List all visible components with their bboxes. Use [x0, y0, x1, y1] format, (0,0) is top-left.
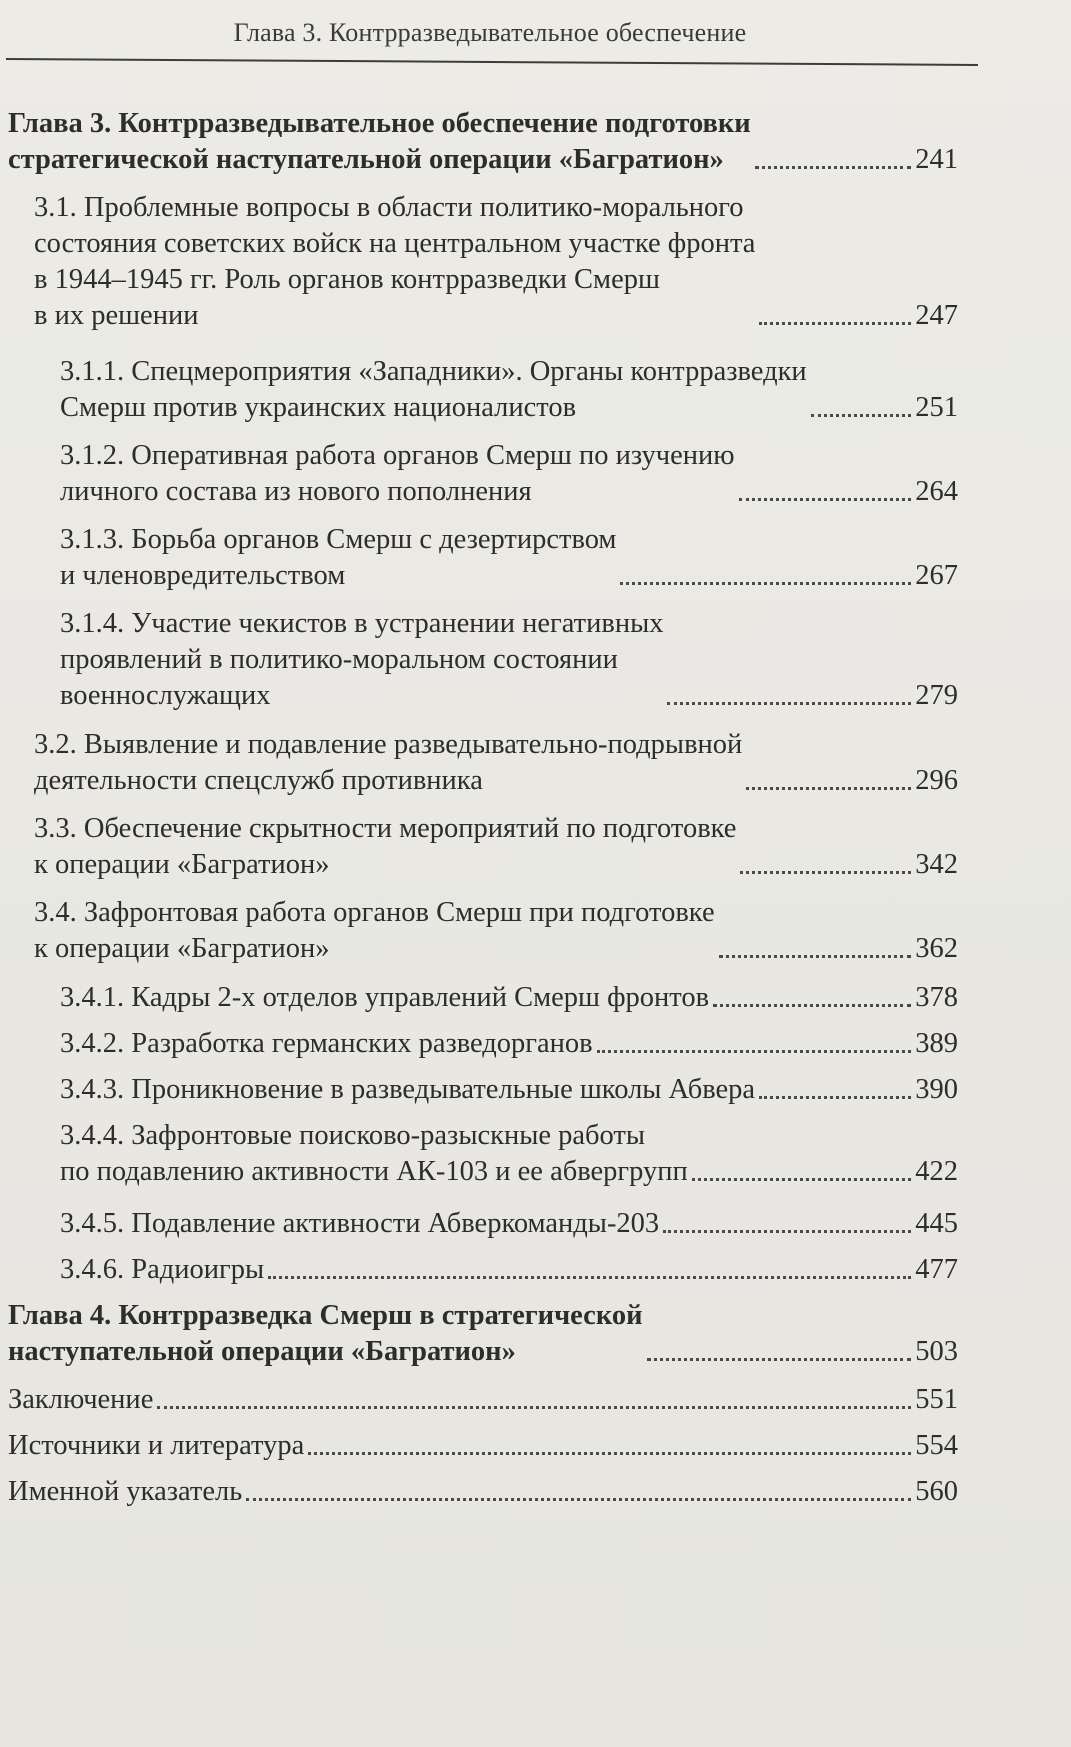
toc-entry-title: Глава 4. Контрразведка Смерш в стратегической: [8, 1300, 643, 1331]
toc-page-number: 362: [915, 933, 958, 964]
toc-page-number: 554: [915, 1430, 958, 1461]
dot-leader: [740, 870, 911, 874]
toc-entry: [60, 522, 958, 594]
dot-leader: [719, 954, 912, 958]
toc-entry: [60, 438, 958, 510]
toc-entry: [60, 1206, 958, 1242]
toc-entry-title: 3.3. Обеспечение скрытности мероприятий по подготовке: [34, 813, 737, 844]
toc-entry-title-continued: личного состава из нового пополнения: [60, 476, 532, 507]
toc-entry: [60, 1026, 958, 1062]
toc-entry-title-continued: стратегической наступательной операции «Багратион»: [8, 144, 724, 175]
toc-page-number: 503: [915, 1336, 958, 1367]
dot-leader: [667, 701, 911, 705]
toc-entry-title-continued: наступательной операции «Багратион»: [8, 1336, 516, 1367]
dot-leader: [597, 1049, 912, 1053]
toc-page-number: 378: [915, 982, 958, 1013]
toc-page-number: 241: [915, 144, 958, 175]
dot-leader: [246, 1497, 911, 1501]
dot-leader: [620, 581, 911, 585]
toc-entry: [34, 727, 958, 799]
toc-entry: [34, 895, 958, 967]
toc-entry: [60, 1252, 958, 1288]
toc-entry-title: 3.4.4. Зафронтовые поисково-разыскные работы: [60, 1120, 646, 1151]
dot-leader: [746, 786, 911, 790]
dot-leader: [759, 321, 911, 325]
dot-leader: [692, 1177, 912, 1181]
dot-leader: [755, 165, 912, 169]
toc-entry-title: 3.2. Выявление и подавление разведывательно-подрывной: [34, 729, 743, 760]
toc-page-number: 251: [915, 392, 958, 423]
toc-page-number: 296: [915, 765, 958, 796]
dot-leader: [663, 1229, 911, 1233]
toc-entry-title-continued: состояния советских войск на центральном участке фронта: [34, 228, 756, 259]
toc-entry-title: Заключение: [8, 1384, 154, 1415]
toc-entry-title: 3.4.6. Радиоигры: [60, 1254, 265, 1285]
running-header: Глава 3. Контрразведывательное обеспечение: [233, 18, 747, 47]
toc-entry-title-continued: деятельности спецслужб противника: [34, 765, 483, 796]
toc-entry: [8, 1428, 958, 1464]
toc-entry-title-continued: в 1944–1945 гг. Роль органов контрразведки Смерш: [34, 264, 660, 295]
toc-page-number: 422: [915, 1156, 958, 1187]
toc-entry: [34, 811, 958, 883]
toc-page-number: 560: [915, 1476, 958, 1507]
toc-entry-title: Источники и литература: [8, 1430, 305, 1461]
toc-entry-title: 3.1.4. Участие чекистов в устранении негативных: [60, 608, 664, 639]
toc-entry: [60, 354, 958, 426]
toc-page-number: 390: [915, 1074, 958, 1105]
toc-entry-title-continued: по подавлению активности АК-103 и ее абвергрупп: [60, 1156, 688, 1187]
toc-page-number: 477: [915, 1254, 958, 1285]
toc-entry: [8, 1298, 958, 1370]
dot-leader: [713, 1003, 911, 1007]
dot-leader: [739, 497, 912, 501]
toc-entry-title-continued: в их решении: [34, 300, 199, 331]
toc-entry-title-continued: к операции «Багратион»: [34, 933, 330, 964]
toc-page-number: 267: [915, 560, 958, 591]
toc-entry-title: 3.1.2. Оперативная работа органов Смерш по изучению: [60, 440, 735, 471]
dot-leader: [811, 413, 912, 417]
dot-leader: [157, 1405, 911, 1409]
toc-entry-title: 3.1.3. Борьба органов Смерш с дезертирством: [60, 524, 617, 555]
toc-entry-title: 3.4.2. Разработка германских разведорганов: [60, 1028, 593, 1059]
toc-entry-title-continued: Смерш против украинских националистов: [60, 392, 577, 423]
toc-entry: [60, 1118, 958, 1190]
dot-leader: [647, 1357, 912, 1361]
toc-entry-title-continued: к операции «Багратион»: [34, 849, 330, 880]
dot-leader: [759, 1095, 911, 1099]
toc-entry: [8, 1474, 958, 1510]
toc-entry-title-continued: военнослужащих: [60, 680, 271, 711]
toc-entry-title: 3.1. Проблемные вопросы в области политико-морального: [34, 192, 744, 223]
toc-page-number: 389: [915, 1028, 958, 1059]
toc-entry-title: 3.4.3. Проникновение в разведывательные школы Абвера: [60, 1074, 756, 1105]
toc-page-number: 342: [915, 849, 958, 880]
toc-entry-title: Именной указатель: [8, 1476, 243, 1507]
toc-page-number: 264: [915, 476, 958, 507]
toc-entry-title-continued: и членовредительством: [60, 560, 346, 591]
toc-entry-title: 3.1.1. Спецмероприятия «Западники». Органы контрразведки: [60, 356, 807, 387]
toc-page-number: 551: [915, 1384, 958, 1415]
toc-entry-title-continued: проявлений в политико-моральном состоянии: [60, 644, 618, 675]
toc-entry-title: 3.4.5. Подавление активности Абверкоманды-203: [60, 1208, 660, 1239]
toc-entry-title: 3.4. Зафронтовая работа органов Смерш при подготовке: [34, 897, 715, 928]
toc-entry-title: 3.4.1. Кадры 2-х отделов управлений Смерш фронтов: [60, 982, 710, 1013]
toc-entry-title: Глава 3. Контрразведывательное обеспечение подготовки: [8, 108, 751, 139]
toc-page-number: 247: [915, 300, 958, 331]
toc-entry: [8, 1382, 958, 1418]
dot-leader: [268, 1275, 911, 1279]
toc-entry: [60, 606, 958, 714]
toc-entry: [60, 980, 958, 1016]
toc-page-number: 279: [915, 680, 958, 711]
toc-entry: [8, 106, 958, 178]
toc-entry: [34, 190, 958, 334]
dot-leader: [308, 1451, 911, 1455]
toc-entry: [60, 1072, 958, 1108]
toc-page-number: 445: [915, 1208, 958, 1239]
